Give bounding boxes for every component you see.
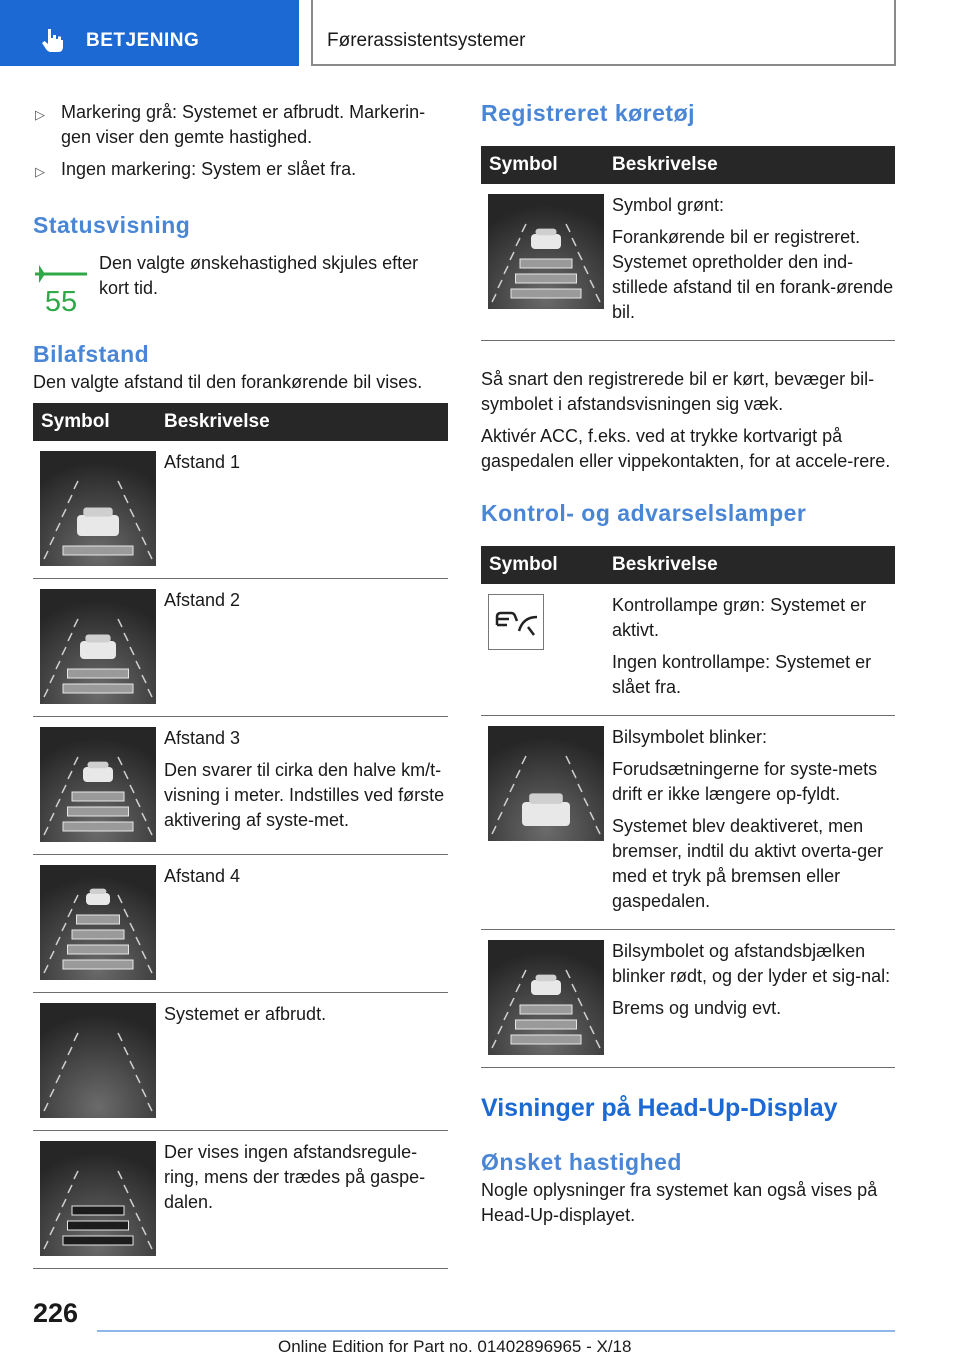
table-row xyxy=(481,930,895,1068)
symbol-cell xyxy=(481,584,612,715)
triangle-bullet-icon: ▷ xyxy=(35,107,45,122)
distance-intro: Den valgte afstand til den forankørende bil vises. xyxy=(33,372,423,392)
speed-heading: Ønsket hastighed xyxy=(481,1149,682,1175)
distance-table xyxy=(33,403,448,1269)
status-heading: Statusvisning xyxy=(33,212,191,238)
description-line: Afstand 3 xyxy=(164,728,241,748)
right-column xyxy=(481,100,895,1228)
lamps-table xyxy=(481,546,895,1068)
description-cell xyxy=(612,716,895,929)
acc-indicator-lamp-icon xyxy=(488,594,544,650)
table-row xyxy=(33,579,448,717)
distance-display-icon xyxy=(40,727,156,842)
distance-display-icon xyxy=(488,194,604,309)
desired-speed-icon xyxy=(33,261,89,317)
description-line: Systemet blev deaktiveret, men bremser, indtil du aktivt overta-ger med et tryk på bremsen eller gaspedalen. xyxy=(612,816,884,911)
bullet-item: ▷ Markering grå: Systemet er afbrudt. Markerin-gen viser den gemte hastighed. xyxy=(35,102,426,147)
symbol-cell xyxy=(33,993,164,1130)
table-row xyxy=(33,993,448,1131)
description-line: Bilsymbolet og afstandsbjælken blinker rødt, og der lyder et sig-nal: xyxy=(612,941,891,986)
description-line: Ingen kontrollampe: Systemet er slået fra. xyxy=(612,652,872,697)
section-tab xyxy=(0,0,299,66)
symbol-cell xyxy=(481,930,612,1067)
symbol-cell xyxy=(481,716,612,929)
description-cell xyxy=(164,993,448,1130)
col-header-symbol: Symbol xyxy=(41,411,110,432)
page-header xyxy=(0,0,960,66)
description-cell xyxy=(164,717,448,854)
description-line: Systemet er afbrudt. xyxy=(164,1004,327,1024)
symbol-cell xyxy=(33,579,164,716)
description-line: Forankørende bil er registreret. Systemet opretholder den ind-stillede afstand til en forank-ørende bil. xyxy=(612,227,894,322)
description-line: Der vises ingen afstandsregule-ring, mens der trædes på gaspe-dalen. xyxy=(164,1142,426,1212)
table-row xyxy=(481,584,895,716)
description-line: Den svarer til cirka den halve km/t-visning i meter. Indstilles ved første aktivering af syste-met. xyxy=(164,760,445,830)
registered-heading: Registreret køretøj xyxy=(481,100,696,126)
hud-heading: Visninger på Head-Up-Display xyxy=(481,1094,838,1122)
col-header-symbol: Symbol xyxy=(489,154,558,175)
paragraph: Så snart den registrerede bil er kørt, bevæger bil-symbolet i afstandsvisningen sig væk. xyxy=(481,369,875,414)
symbol-cell xyxy=(481,184,612,340)
distance-display-icon xyxy=(40,1003,156,1118)
distance-display-icon xyxy=(40,865,156,980)
distance-display-icon xyxy=(40,451,156,566)
table-row xyxy=(33,1131,448,1269)
description-cell xyxy=(612,584,895,715)
description-line: Afstand 1 xyxy=(164,452,241,472)
symbol-cell xyxy=(33,717,164,854)
description-line: Afstand 2 xyxy=(164,590,241,610)
table-row xyxy=(33,441,448,579)
description-cell xyxy=(164,579,448,716)
chapter-box xyxy=(311,0,896,66)
table-row xyxy=(481,184,895,341)
footer-edition: Online Edition for Part no. 01402896965 - X/18 xyxy=(278,1337,632,1356)
col-header-description: Beskrivelse xyxy=(612,154,718,175)
description-line: Symbol grønt: xyxy=(612,195,725,215)
hand-pointer-icon xyxy=(40,27,66,53)
description-cell xyxy=(612,930,895,1067)
description-cell xyxy=(164,855,448,992)
lamps-heading: Kontrol- og advarselslamper xyxy=(481,500,807,526)
section-tab-label: BETJENING xyxy=(86,30,200,51)
distance-heading: Bilafstand xyxy=(33,341,150,367)
chapter-title: Førerassistentsystemer xyxy=(327,30,526,51)
description-line: Brems og undvig evt. xyxy=(612,998,782,1018)
table-header xyxy=(481,146,895,184)
description-cell xyxy=(164,441,448,578)
left-column xyxy=(33,100,448,1269)
symbol-cell xyxy=(33,1131,164,1268)
col-header-description: Beskrivelse xyxy=(612,554,718,575)
symbol-cell xyxy=(33,855,164,992)
description-line: Forudsætningerne for syste-mets drift er ikke længere op-fyldt. xyxy=(612,759,878,804)
table-row xyxy=(481,716,895,930)
status-text: Den valgte ønskehastighed skjules efter kort tid. xyxy=(99,253,419,298)
distance-display-icon xyxy=(488,940,604,1055)
table-row xyxy=(33,717,448,855)
col-header-symbol: Symbol xyxy=(489,554,558,575)
footer-divider xyxy=(97,1330,895,1332)
col-header-description: Beskrivelse xyxy=(164,411,270,432)
distance-display-icon xyxy=(488,726,604,841)
table-header xyxy=(33,403,448,441)
description-cell xyxy=(612,184,895,340)
distance-display-icon xyxy=(40,589,156,704)
paragraph: Aktivér ACC, f.eks. ved at trykke kortvarigt på gaspedalen eller vippekontakten, for at accele-rere. xyxy=(481,426,891,471)
description-cell xyxy=(164,1131,448,1268)
symbol-cell xyxy=(33,441,164,578)
description-line: Afstand 4 xyxy=(164,866,241,886)
registered-table xyxy=(481,146,895,341)
svg-text:55: 55 xyxy=(44,286,78,317)
table-row xyxy=(33,855,448,993)
speed-text: Nogle oplysninger fra systemet kan også vises på Head-Up-displayet. xyxy=(481,1180,878,1225)
table-header xyxy=(481,546,895,584)
distance-display-icon xyxy=(40,1141,156,1256)
description-line: Bilsymbolet blinker: xyxy=(612,727,768,747)
status-block xyxy=(33,251,448,333)
page-number: 226 xyxy=(33,1298,79,1328)
bullet-item: ▷ Ingen markering: System er slået fra. xyxy=(33,157,448,182)
triangle-bullet-icon: ▷ xyxy=(35,164,45,179)
description-line: Kontrollampe grøn: Systemet er aktivt. xyxy=(612,595,867,640)
